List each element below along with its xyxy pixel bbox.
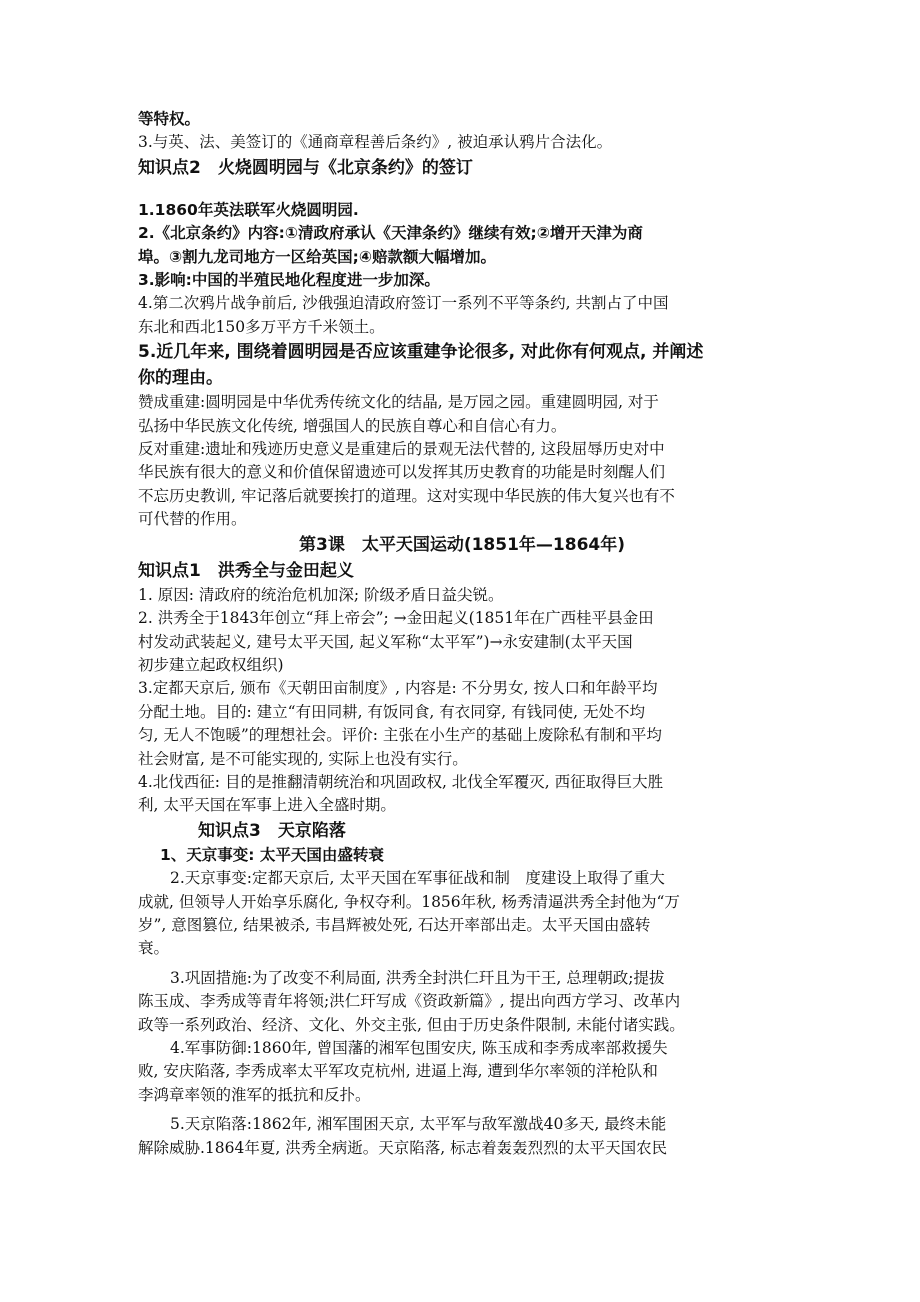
text-line: 陈玉成、李秀成等青年将领;洪仁玕写成《资政新篇》, 提出向西方学习、改革内	[138, 992, 681, 1011]
text-line: 岁”, 意图篡位, 结果被杀, 韦昌辉被处死, 石达开率部出走。太平天国由盛转	[138, 915, 651, 934]
text-line: 东北和西北150多万平方千米领土。	[138, 317, 385, 336]
text-line: 成就, 但领导人开始享乐腐化, 争权夺利。1856年秋, 杨秀清逼洪秀全封他为“万	[138, 892, 680, 911]
text-line: 1、天京事变: 太平天国由盛转衰	[160, 845, 384, 864]
text-line: 1. 原因: 清政府的统治危机加深; 阶级矛盾日益尖锐。	[138, 585, 504, 604]
text-line: 匀, 无人不饱暖”的理想社会。评价: 主张在小生产的基础上废除私有制和平均	[138, 726, 662, 745]
text-line: 不忘历史教训, 牢记落后就要挨打的道理。这对实现中华民族的伟大复兴也有不	[138, 486, 675, 505]
text-line: 政等一系列政治、经济、文化、外交主张, 但由于历史条件限制, 未能付诸实践。	[138, 1015, 685, 1034]
text-line: 李鸿章率领的淮军的抵抗和反扑。	[138, 1085, 371, 1104]
text-line: 2.《北京条约》内容:①清政府承认《天津条约》继续有效;②增开天津为商	[138, 224, 643, 243]
text-line: 3.影响:中国的半殖民地化程度进一步加深。	[138, 271, 440, 290]
text-line: 初步建立起政权组织)	[138, 655, 284, 674]
text-line: 分配土地。目的: 建立“有田同耕, 有饭同食, 有衣同穿, 有钱同使, 无处不均	[138, 702, 645, 721]
text-line: 5.天京陷落:1862年, 湘军围困天京, 太平军与敌军激战40多天, 最终未能	[170, 1115, 667, 1134]
text-line: 4.北伐西征: 目的是推翻清朝统治和巩固政权, 北伐全军覆灭, 西征取得巨大胜	[138, 772, 664, 791]
text-line: 弘扬中华民族文化传统, 增强国人的民族自尊心和自信心有力。	[138, 416, 567, 435]
text-line: 华民族有很大的意义和价值保留遗迹可以发挥其历史教育的功能是时刻醒人们	[138, 463, 666, 482]
section-heading: 知识点1 洪秀全与金田起义	[138, 560, 354, 581]
text-line: 埠。③割九龙司地方一区给英国;④赔款额大幅增加。	[138, 247, 496, 266]
text-line: 3.巩固措施:为了改变不利局面, 洪秀全封洪仁玕且为干王, 总理朝政;提拔	[170, 968, 665, 987]
text-line: 衰。	[138, 939, 170, 958]
text-line: 反对重建:遗址和残迹历史意义是重建后的景观无法代替的, 这段屈辱历史对中	[138, 440, 665, 459]
text-line: 2. 洪秀全于1843年创立“拜上帝会”; →金田起义(1851年在广西桂平县金田	[138, 609, 654, 628]
text-line: 利, 太平天国在军事上进入全盛时期。	[138, 796, 396, 815]
document-body	[138, 108, 786, 1160]
text-line: 社会财富, 是不可能实现的, 实际上也没有实行。	[138, 749, 468, 768]
text-line: 3.定都天京后, 颁布《天朝田亩制度》, 内容是: 不分男女, 按人口和年龄平均	[138, 679, 658, 698]
text-line: 解除威胁.1864年夏, 洪秀全病逝。天京陷落, 标志着轰轰烈烈的太平天国农民	[138, 1138, 668, 1157]
text-line: 3.与英、法、美签订的《通商章程善后条约》, 被迫承认鸦片合法化。	[138, 133, 613, 152]
section-heading: 5.近几年来, 围绕着圆明园是否应该重建争论很多, 对此你有何观点, 并阐述	[138, 342, 704, 363]
spacer	[138, 181, 786, 199]
text-line: 2.天京事变:定都天京后, 太平天国在军事征战和制 度建设上取得了重大	[170, 869, 665, 888]
text-line: 村发动武装起义, 建号太平天国, 起义军称“太平军”)→永安建制(太平天国	[138, 632, 633, 651]
text-line: 可代替的作用。	[138, 510, 247, 529]
text-line: 4.军事防御:1860年, 曾国藩的湘军包围安庆, 陈玉成和李秀成率部救援失	[170, 1039, 668, 1057]
section-heading: 你的理由。	[138, 368, 223, 389]
section-heading: 知识点3 天京陷落	[198, 820, 346, 841]
text-line: 4.第二次鸦片战争前后, 沙俄强迫清政府签订一系列不平等条约, 共割占了中国	[138, 294, 669, 313]
text-line: 等特权。	[138, 110, 201, 128]
section-heading: 知识点2 火烧圆明园与《北京条约》的签订	[138, 157, 473, 178]
text-line: 赞成重建:圆明园是中华优秀传统文化的结晶, 是万园之园。重建圆明园, 对于	[138, 393, 659, 412]
lesson-title: 第3课 太平天国运动(1851年—1864年)	[299, 534, 625, 555]
text-line: 败, 安庆陷落, 李秀成率太平军攻克杭州, 进逼上海, 遭到华尔率领的洋枪队和	[138, 1062, 658, 1081]
text-line: 1.1860年英法联军火烧圆明园.	[138, 200, 359, 219]
